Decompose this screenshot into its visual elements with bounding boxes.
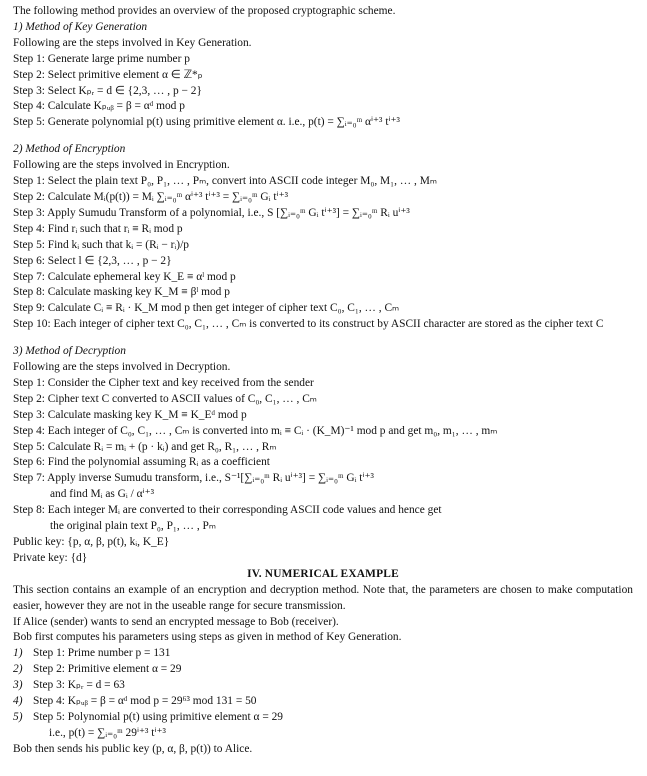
item-number: 2)	[13, 663, 23, 676]
item-text: Step 2: Primitive element α = 29	[33, 663, 182, 676]
private-key: Private key: {d}	[13, 551, 88, 564]
keygen-step-2: Step 2: Select primitive element α ∈ ℤ*ₚ	[13, 68, 203, 81]
keygen-step-4: Step 4: Calculate Kₚᵤᵦ = β = αᵈ mod p	[13, 100, 185, 113]
item-text: Step 3: Kₚᵣ = d = 63	[33, 679, 125, 692]
key-generation-lead: Following are the steps involved in Key Generation.	[13, 36, 252, 49]
dec-step-7-continued: and find Mᵢ as Gᵢ / αⁱ⁺³	[50, 488, 155, 501]
dec-step-7: Step 7: Apply inverse Sumudu transform, i.e., S⁻¹[∑ᵢ₌₀ᵐ Rᵢ uⁱ⁺³] = ∑ᵢ₌₀ᵐ Gᵢ tⁱ⁺³	[13, 472, 374, 485]
decryption-lead: Following are the steps involved in Decryption.	[13, 361, 231, 374]
keygen-step-1: Step 1: Generate large prime number p	[13, 52, 190, 65]
dec-step-3: Step 3: Calculate masking key K_M ≡ K_Eᵈ mod p	[13, 408, 247, 421]
item-text: Step 4: Kₚᵤᵦ = β = αᵈ mod p = 29⁶³ mod 131 = 50	[33, 695, 257, 708]
enc-step-2: Step 2: Calculate Mᵢ(p(t)) = Mᵢ ∑ᵢ₌₀ᵐ αⁱ⁺³ tⁱ⁺³ = ∑ᵢ₌₀ᵐ Gᵢ tⁱ⁺³	[13, 190, 288, 203]
encryption-heading: 2) Method of Encryption	[13, 143, 126, 156]
example-item-3	[13, 678, 633, 694]
example-item-1	[13, 646, 633, 662]
spacer	[13, 333, 633, 344]
example-bob-first: Bob first computes his parameters using steps as given in method of Key Generation.	[13, 631, 402, 644]
enc-step-3: Step 3: Apply Sumudu Transform of a polynomial, i.e., S [∑ᵢ₌₀ᵐ Gᵢ tⁱ⁺³] = ∑ᵢ₌₀ᵐ Rᵢ uⁱ⁺³	[13, 206, 410, 219]
item-number: 5)	[13, 710, 23, 723]
example-item-5-continued: i.e., p(t) = ∑ᵢ₌₀ᵐ 29ⁱ⁺³ tⁱ⁺³	[49, 726, 166, 739]
item-number: 4)	[13, 695, 23, 708]
enc-step-1: Step 1: Select the plain text P₀, P₁, … , Pₘ, convert into ASCII code integer M₀, M₁, … , Mₘ	[13, 175, 437, 188]
enc-step-10: Step 10: Each integer of cipher text C₀, C₁, … , Cₘ is converted to its construct by ASCII character are stored as the cipher text C	[13, 318, 604, 331]
enc-step-6: Step 6: Select l ∈ {2,3, … , p − 2}	[13, 254, 172, 267]
keygen-step-3: Step 3: Select Kₚᵣ = d ∈ {2,3, … , p − 2}	[13, 84, 202, 97]
example-paragraph: This section contains an example of an encryption and decryption method. Note that, the parameters are chosen to make computation easier, however they are not in the useable range for secure transmission.	[13, 583, 633, 612]
example-item-2	[13, 662, 633, 678]
dec-step-2: Step 2: Cipher text C converted to ASCII values of C₀, C₁, … , Cₘ	[13, 392, 317, 405]
example-item-5	[13, 710, 633, 726]
dec-step-6: Step 6: Find the polynomial assuming Rᵢ as a coefficient	[13, 456, 270, 469]
decryption-heading: 3) Method of Decryption	[13, 345, 126, 358]
example-bob-sends: Bob then sends his public key (p, α, β, p(t)) to Alice.	[13, 742, 253, 755]
item-number: 3)	[13, 679, 23, 692]
enc-step-8: Step 8: Calculate masking key K_M ≡ βˡ mod p	[13, 286, 230, 299]
example-alice: If Alice (sender) wants to send an encrypted message to Bob (receiver).	[13, 615, 339, 628]
example-item-4	[13, 694, 633, 710]
enc-step-4: Step 4: Find rᵢ such that rᵢ ≡ Rᵢ mod p	[13, 222, 183, 235]
key-generation-heading: 1) Method of Key Generation	[13, 20, 148, 33]
dec-step-1: Step 1: Consider the Cipher text and key received from the sender	[13, 376, 314, 389]
encryption-lead: Following are the steps involved in Encryption.	[13, 159, 230, 172]
dec-step-8: Step 8: Each integer Mᵢ are converted to their corresponding ASCII code values and hence get	[13, 504, 442, 517]
dec-step-8-continued: the original plain text P₀, P₁, … , Pₘ	[50, 520, 216, 533]
item-text: Step 5: Polynomial p(t) using primitive element α = 29	[33, 710, 283, 723]
item-text: Step 1: Prime number p = 131	[33, 647, 171, 660]
enc-step-7: Step 7: Calculate ephemeral key K_E ≡ αˡ mod p	[13, 270, 236, 283]
intro-text: The following method provides an overview of the proposed cryptographic scheme.	[13, 5, 396, 17]
spacer	[13, 131, 633, 142]
dec-step-4: Step 4: Each integer of C₀, C₁, … , Cₘ is converted into mᵢ ≡ Cᵢ · (K_M)⁻¹ mod p and get m₀, m₁, … , mₘ	[13, 424, 498, 437]
item-number: 1)	[13, 647, 23, 660]
enc-step-5: Step 5: Find kᵢ such that kᵢ = (Rᵢ − rᵢ)/p	[13, 238, 189, 251]
dec-step-5: Step 5: Calculate Rᵢ = mᵢ + (p · kᵢ) and get R₀, R₁, … , Rₘ	[13, 440, 277, 453]
keygen-step-5: Step 5: Generate polynomial p(t) using primitive element α. i.e., p(t) = ∑ᵢ₌₀ᵐ αⁱ⁺³ tⁱ⁺³	[13, 116, 400, 129]
enc-step-9: Step 9: Calculate Cᵢ ≡ Rᵢ · K_M mod p then get integer of cipher text C₀, C₁, … , Cₘ	[13, 302, 400, 315]
section-heading: IV. NUMERICAL EXAMPLE	[247, 567, 399, 580]
public-key: Public key: {p, α, β, p(t), kᵢ, K_E}	[13, 536, 170, 548]
